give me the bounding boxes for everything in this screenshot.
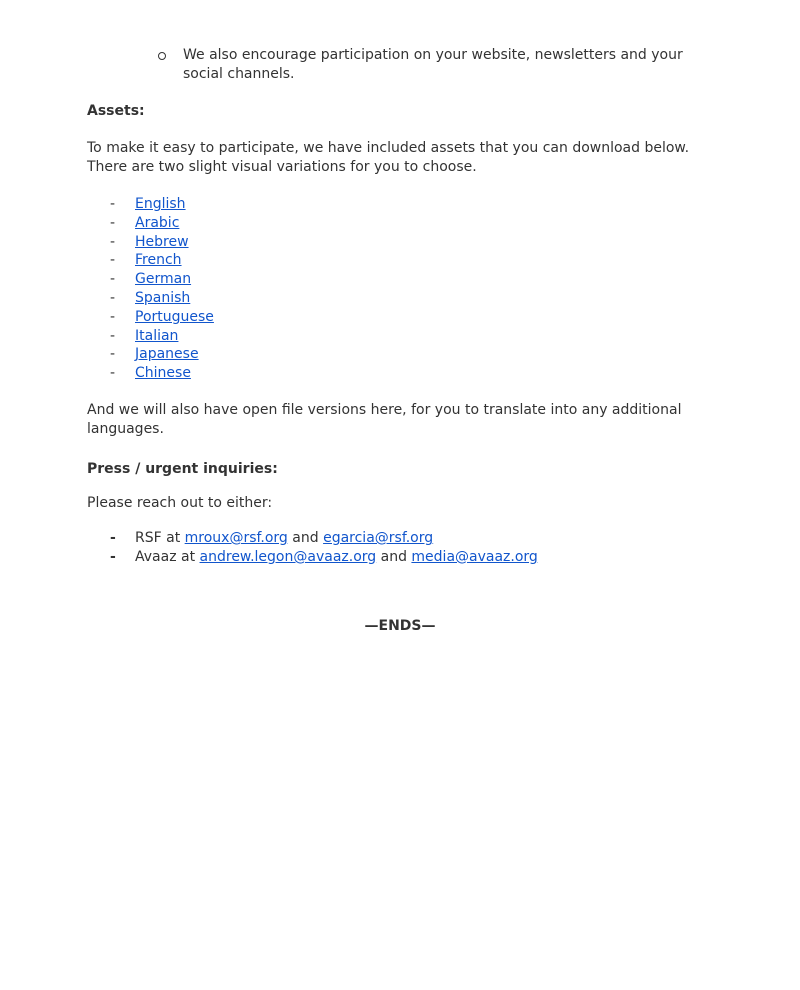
list-item [110,345,214,364]
press-heading: Press / urgent inquiries: [87,461,278,477]
list-item [110,327,214,346]
language-list [110,195,214,383]
assets-heading: Assets: [87,103,145,119]
dash-bullet: - [110,327,116,344]
language-link-italian[interactable]: Italian [135,327,179,344]
language-link-arabic[interactable]: Arabic [135,214,180,231]
dash-bullet: - [110,346,116,363]
list-item [110,364,214,383]
language-link-spanish[interactable]: Spanish [135,289,191,306]
language-link-french[interactable]: French [135,252,182,269]
dash-bullet: - [110,214,116,231]
list-item [110,308,214,327]
contact-joiner: and [376,549,412,565]
list-item [110,289,214,308]
sub-bullet-item [158,46,703,84]
dash-bullet: - [110,233,116,250]
assets-intro: To make it easy to participate, we have included assets that you can download below. There are two slight visual variations for you to choose. [87,140,690,175]
dash-bullet: - [110,289,116,306]
list-item [110,214,214,233]
contact-item-rsf [110,529,538,548]
sub-bullet-text: We also encourage participation on your website, newsletters and your social channels. [183,47,683,82]
email-link-mroux[interactable]: mroux@rsf.org [184,530,288,546]
dash-bullet: - [110,549,116,565]
list-item [110,233,214,252]
contact-list [110,529,538,567]
email-link-egarcia[interactable]: egarcia@rsf.org [323,530,434,546]
email-link-andrew-legon[interactable]: andrew.legon@avaaz.org [199,549,377,565]
dash-bullet: - [110,308,116,325]
email-link-media[interactable]: media@avaaz.org [411,549,538,565]
press-intro: Please reach out to either: [87,495,273,511]
language-link-german[interactable]: German [135,271,192,288]
dash-bullet: - [110,271,116,288]
list-item [110,195,214,214]
assets-outro: And we will also have open file versions here, for you to translate into any additional languages. [87,402,682,437]
contact-org: Avaaz at [135,549,200,565]
dash-bullet: - [110,365,116,382]
dash-bullet: - [110,530,116,546]
list-item [110,270,214,289]
list-item [110,251,214,270]
dash-bullet: - [110,196,116,212]
language-link-chinese[interactable]: Chinese [135,365,191,382]
contact-item-avaaz [110,548,538,567]
language-link-english[interactable]: English [135,196,186,212]
dash-bullet: - [110,252,116,269]
ends-marker: —ENDS— [364,618,436,634]
language-link-hebrew[interactable]: Hebrew [135,233,189,250]
circle-bullet-icon [158,52,166,60]
contact-joiner: and [287,530,324,546]
contact-org: RSF at [135,530,185,546]
language-link-portuguese[interactable]: Portuguese [135,308,214,325]
language-link-japanese[interactable]: Japanese [135,346,199,363]
